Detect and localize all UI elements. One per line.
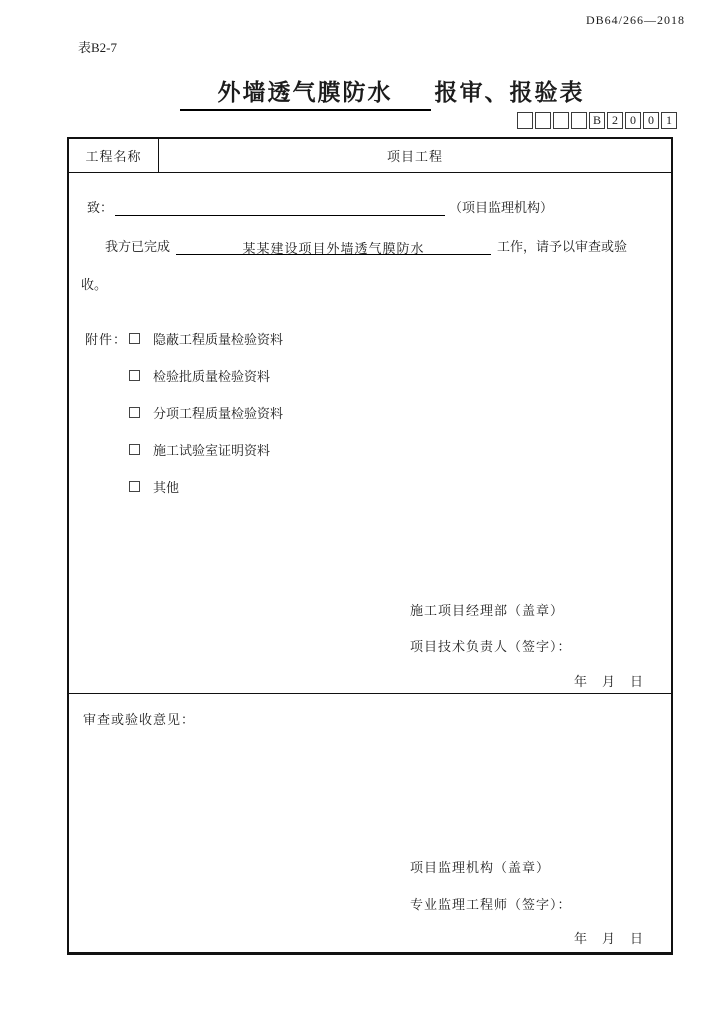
monitor-org-note: （项目监理机构） — [449, 200, 554, 215]
completed-suffix: 工作，请予以审查或验 — [497, 239, 628, 254]
code-box: 0 — [625, 112, 641, 129]
supervisor-date-field[interactable]: 年 月 日 — [573, 931, 644, 946]
contractor-org-stamp-label: 施工项目经理部（盖章） — [410, 603, 565, 618]
form-number-boxes — [517, 112, 677, 129]
checkbox-other[interactable] — [129, 481, 140, 492]
supervisor-person-sign-label[interactable]: 专业监理工程师（签字）： — [410, 897, 572, 912]
to-label: 致： — [87, 200, 114, 215]
attachment-item-label: 分项工程质量检验资料 — [153, 406, 284, 421]
review-section — [69, 694, 671, 952]
attachment-item-label: 施工试验室证明资料 — [153, 443, 271, 458]
attachment-row — [85, 406, 283, 419]
checkbox-inspection-lot[interactable] — [129, 370, 140, 381]
code-box[interactable] — [571, 112, 587, 129]
title-suffix: 报审、报验表 — [434, 79, 585, 105]
review-opinion-label[interactable]: 审查或验收意见： — [83, 712, 196, 727]
code-box: 2 — [607, 112, 623, 129]
project-name-value[interactable]: 项目工程 — [386, 149, 443, 164]
checkbox-lab-certificate[interactable] — [129, 444, 140, 455]
title-fill-in-blank: 外墙透气膜防水 — [180, 74, 431, 111]
form-code: 表B2-7 — [78, 40, 118, 55]
code-box[interactable] — [517, 112, 533, 129]
form-table — [67, 137, 673, 955]
addressee-blank-field[interactable] — [115, 199, 445, 216]
completed-work-blank-field[interactable]: 某某建设项目外墙透气膜防水 — [176, 238, 491, 255]
completed-work-line — [105, 236, 627, 255]
attachment-row — [85, 480, 283, 493]
attachment-item-label: 其他 — [153, 480, 180, 495]
addressee-line — [87, 197, 553, 216]
attachment-item-label: 隐蔽工程质量检验资料 — [153, 332, 284, 347]
page-title — [0, 74, 722, 111]
standard-code: DB64/266—2018 — [586, 13, 686, 27]
code-box[interactable] — [553, 112, 569, 129]
code-box: 0 — [643, 112, 659, 129]
attachments-list — [85, 332, 283, 517]
contractor-date-field[interactable]: 年 月 日 — [573, 674, 644, 689]
checkbox-hidden-work[interactable] — [129, 333, 140, 344]
attachment-row — [85, 443, 283, 456]
attachment-item-label: 检验批质量检验资料 — [153, 369, 271, 384]
project-name-label: 工程名称 — [69, 139, 159, 172]
attachment-row — [85, 369, 283, 382]
contractor-person-sign-label[interactable]: 项目技术负责人（签字）： — [410, 639, 572, 654]
attachments-label: 附件： — [85, 332, 128, 347]
request-section — [69, 173, 671, 694]
code-box[interactable] — [535, 112, 551, 129]
checkbox-subitem-work[interactable] — [129, 407, 140, 418]
supervisor-org-stamp-label: 项目监理机构（盖章） — [410, 860, 551, 875]
completed-wrap-text: 收。 — [81, 277, 108, 292]
code-box: 1 — [661, 112, 677, 129]
project-name-row — [69, 139, 671, 173]
completed-prefix: 我方已完成 — [105, 239, 171, 254]
code-box: B — [589, 112, 605, 129]
attachment-row — [85, 332, 283, 345]
